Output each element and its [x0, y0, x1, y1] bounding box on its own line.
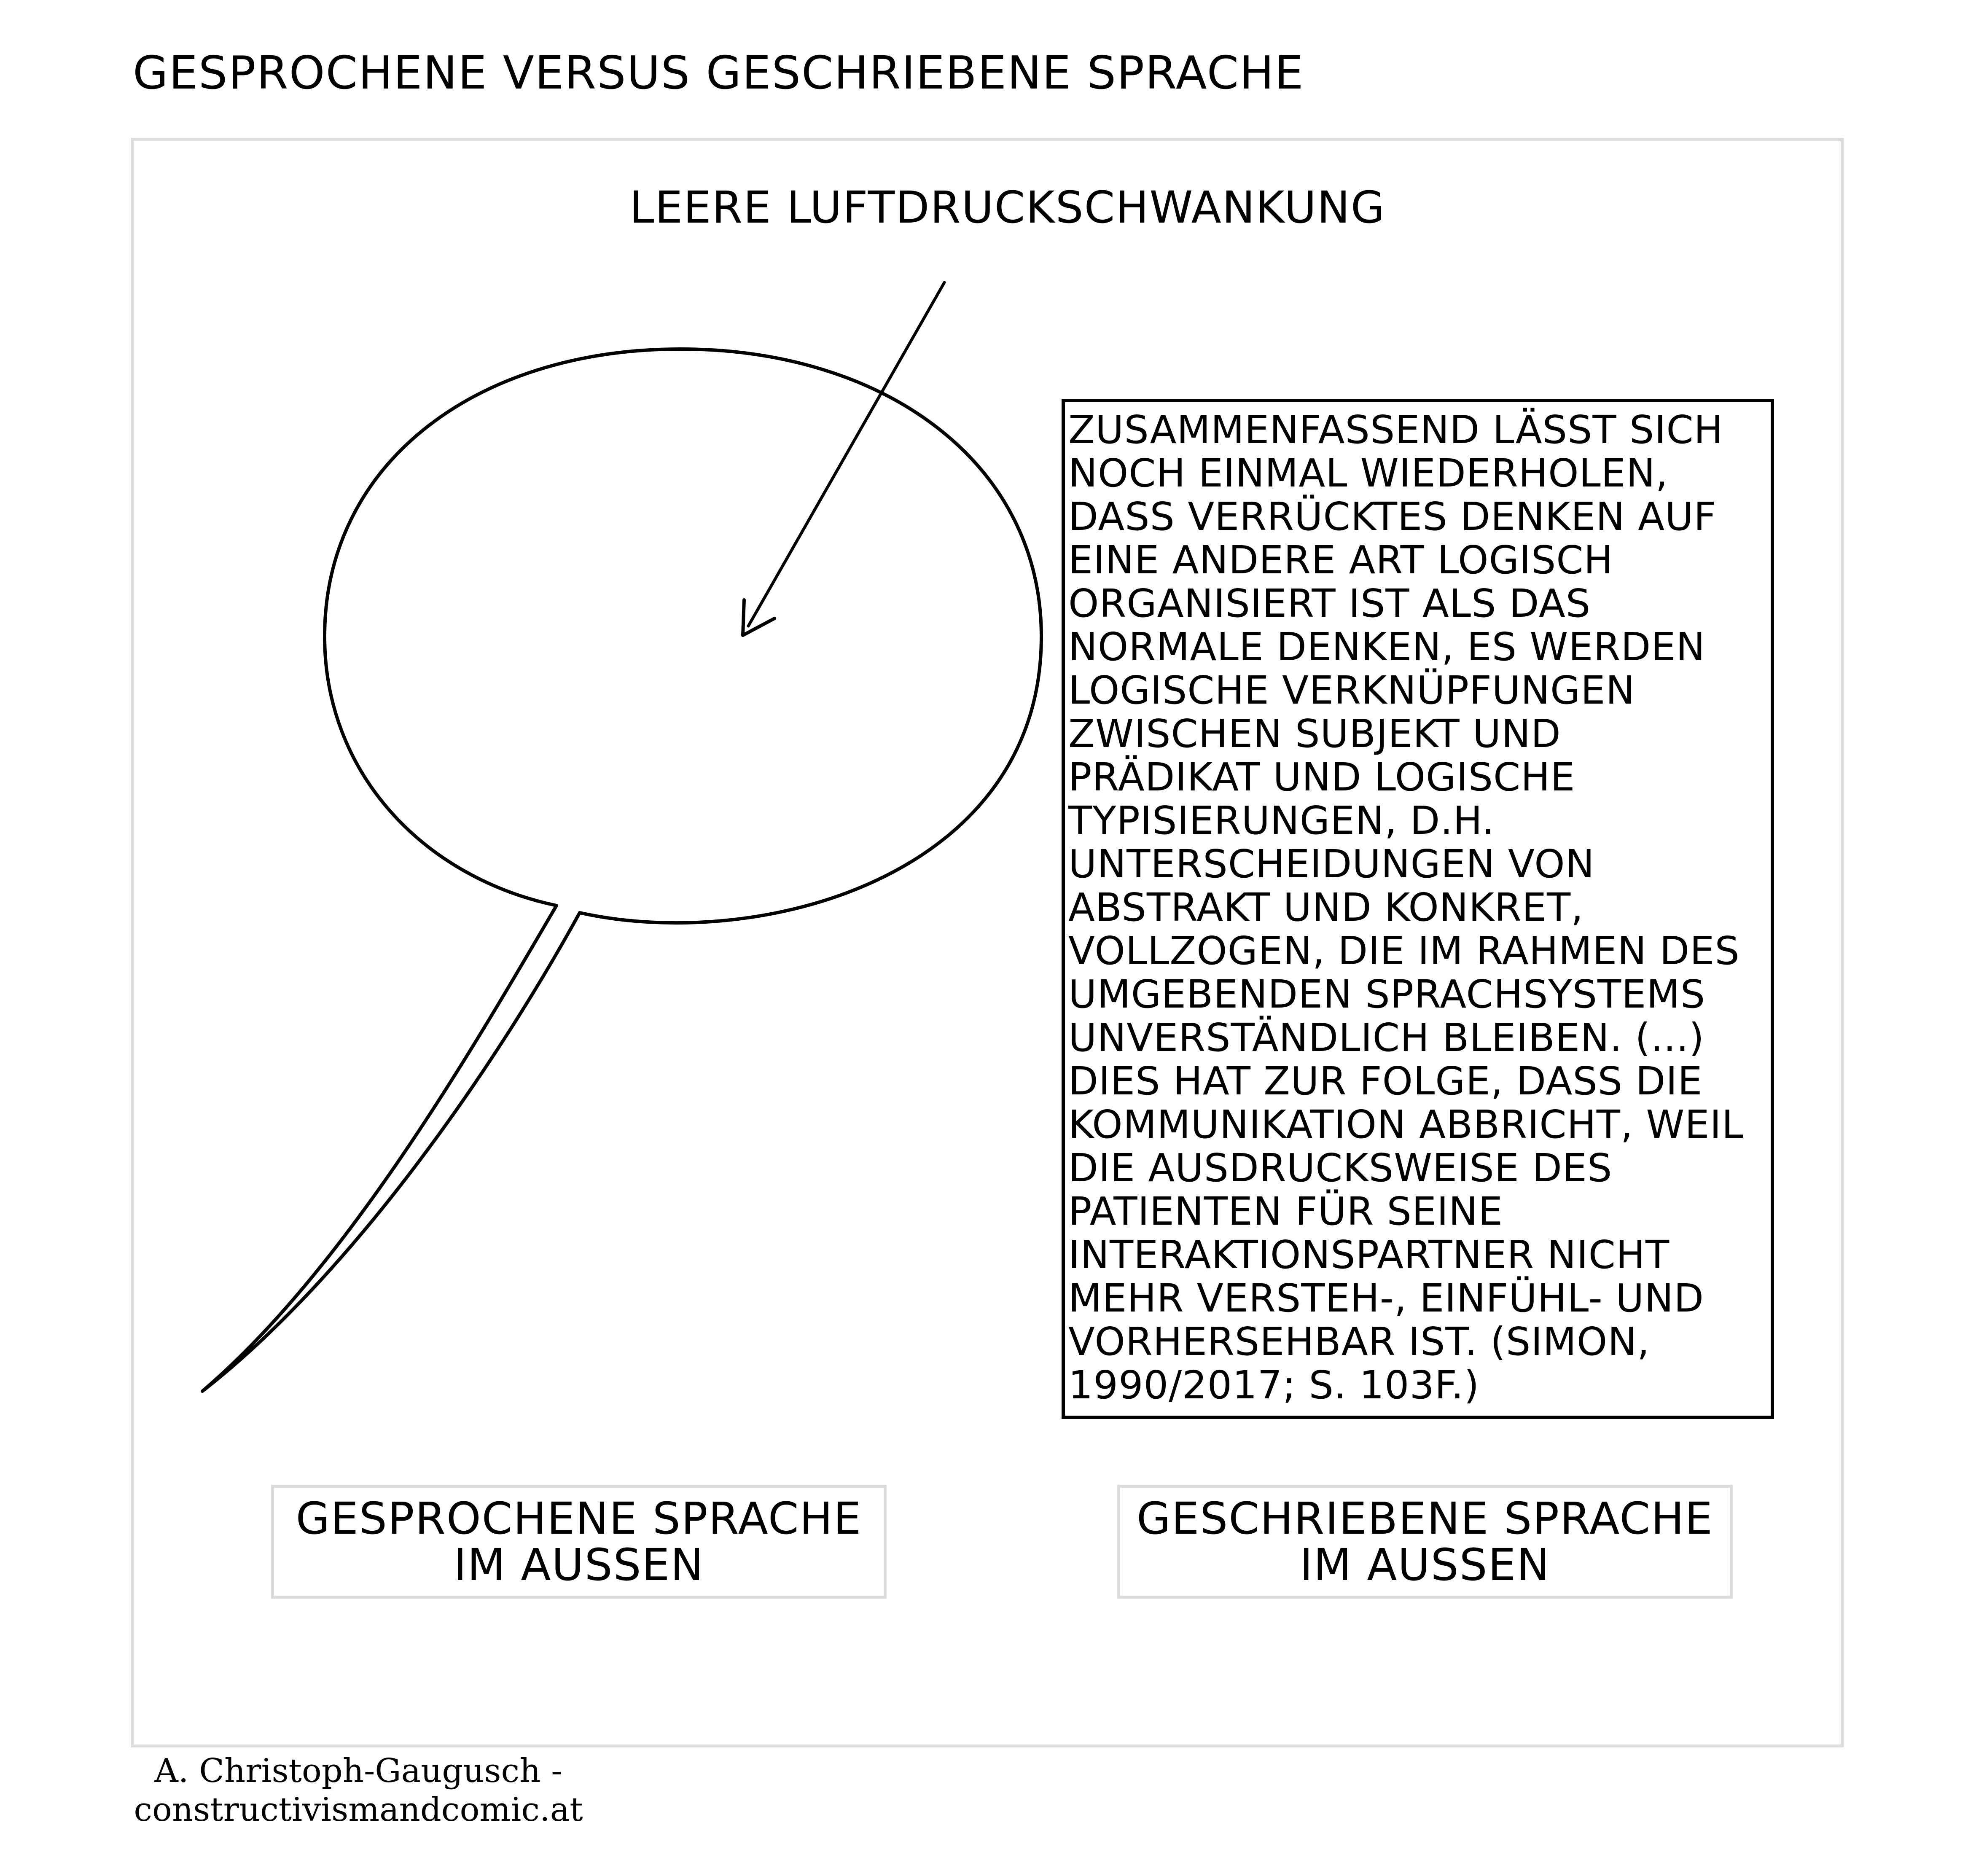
quote-line: KOMMUNIKATION ABBRICHT, WEIL — [1068, 1102, 1744, 1147]
quote-line: 1990/2017; S. 103F.) — [1068, 1363, 1480, 1408]
quote-line: VOLLZOGEN, DIE IM RAHMEN DES — [1068, 928, 1740, 973]
caption-line: GESPROCHENE SPRACHE — [296, 1493, 862, 1544]
quote-line: DASS VERRÜCKTES DENKEN AUF — [1068, 494, 1717, 539]
arrow-label: LEERE LUFTDRUCKSCHWANKUNG — [629, 182, 1386, 233]
quote-line: DIES HAT ZUR FOLGE, DASS DIE — [1068, 1059, 1703, 1104]
quote-line: PATIENTEN FÜR SEINE — [1068, 1189, 1503, 1234]
quote-line: INTERAKTIONSPARTNER NICHT — [1068, 1232, 1670, 1277]
quote-line: PRÄDIKAT UND LOGISCHE — [1068, 755, 1575, 800]
caption-line: IM AUSSEN — [1299, 1539, 1551, 1591]
quote-line: EINE ANDERE ART LOGISCH — [1068, 538, 1613, 583]
quote-line: NOCH EINMAL WIEDERHOLEN, — [1068, 451, 1668, 496]
quote-line: LOGISCHE VERKNÜPFUNGEN — [1068, 668, 1635, 713]
caption-written-language — [1117, 1485, 1733, 1599]
quote-text — [1068, 408, 1771, 1407]
quote-line: ZUSAMMENFASSEND LÄSST SICH — [1068, 407, 1723, 452]
quote-line: UNTERSCHEIDUNGEN VON — [1068, 841, 1595, 887]
caption-line: IM AUSSEN — [453, 1539, 704, 1591]
quote-line: MEHR VERSTEH-, EINFÜHL- UND — [1068, 1276, 1704, 1321]
quote-line: VORHERSEHBAR IST. (SIMON, — [1068, 1319, 1650, 1364]
quote-line: ORGANISIERT IST ALS DAS — [1068, 581, 1591, 626]
quote-line: UNVERSTÄNDLICH BLEIBEN. (...) — [1068, 1015, 1704, 1060]
empty-speech-bubble — [202, 349, 1041, 1391]
caption-spoken-language — [271, 1485, 887, 1599]
quote-line: TYPISIERUNGEN, D.H. — [1068, 798, 1495, 843]
caption-line: GESCHRIEBENE SPRACHE — [1136, 1493, 1714, 1544]
author-credit — [126, 1752, 590, 1829]
credit-author: A. Christoph-Gaugusch - — [154, 1752, 562, 1790]
quote-line: ZWISCHEN SUBJEKT UND — [1068, 711, 1561, 756]
page-title: GESPROCHENE VERSUS GESCHRIEBENE SPRACHE — [133, 47, 1304, 99]
quote-line: UMGEBENDEN SPRACHSYSTEMS — [1068, 972, 1706, 1017]
quote-line: NORMALE DENKEN, ES WERDEN — [1068, 624, 1706, 669]
quote-box — [1062, 399, 1774, 1419]
quote-line: DIE AUSDRUCKSWEISE DES — [1068, 1145, 1613, 1191]
credit-website: constructivismandcomic.at — [134, 1791, 583, 1829]
quote-line: ABSTRAKT UND KONKRET, — [1068, 885, 1584, 930]
